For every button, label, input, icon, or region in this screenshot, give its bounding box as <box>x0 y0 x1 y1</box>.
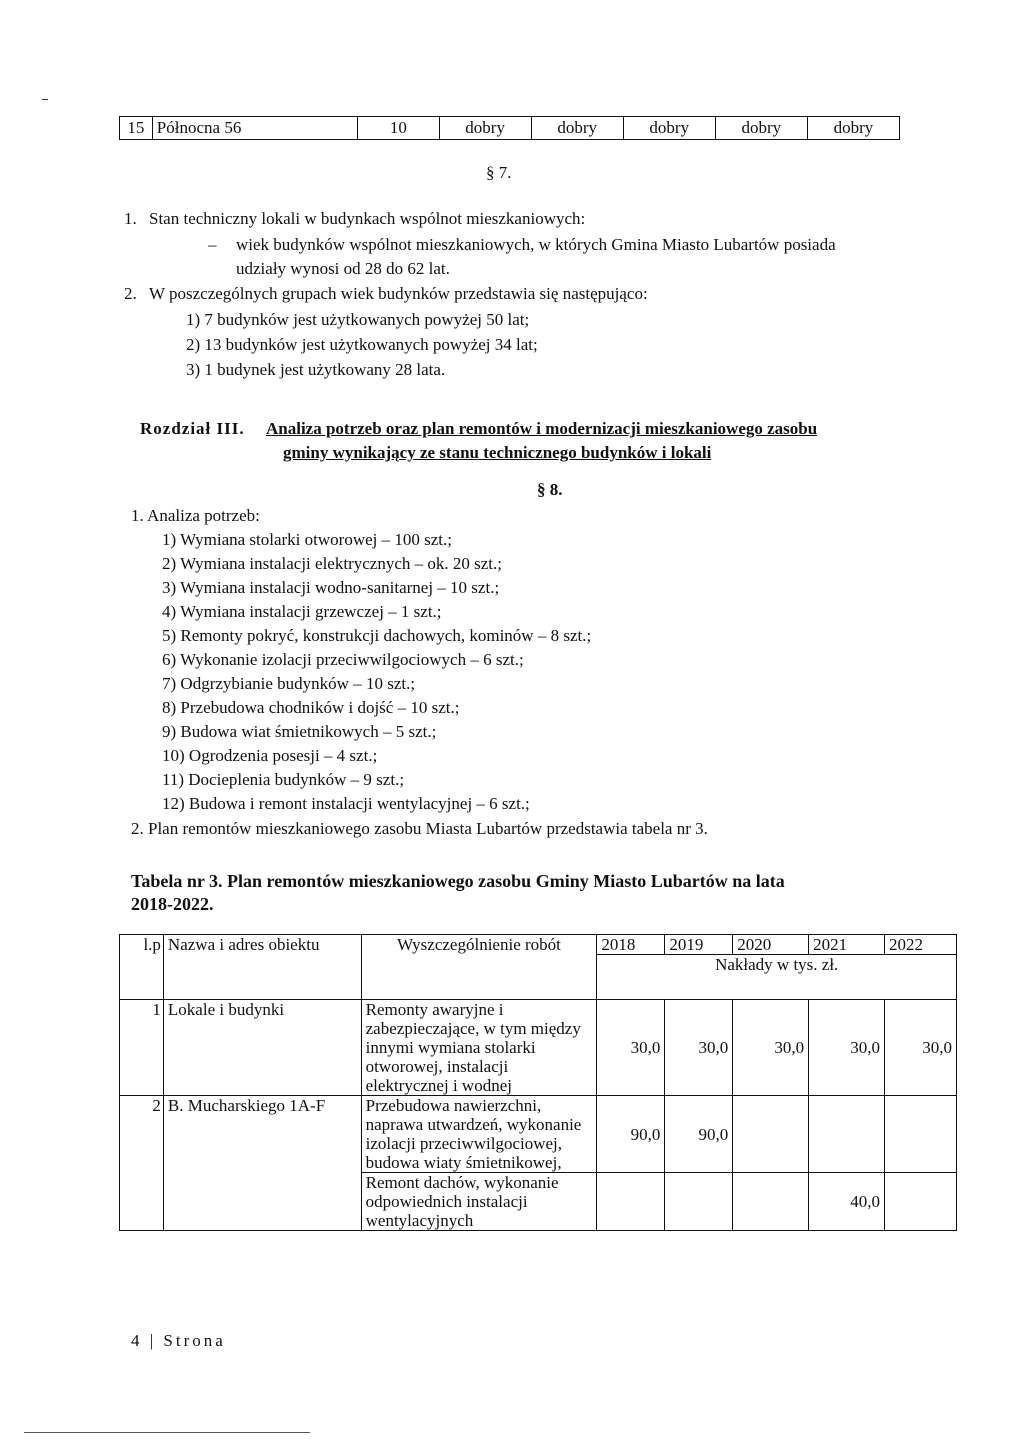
chapter-label: Rozdział III. <box>140 419 245 438</box>
table-row <box>120 1000 957 1096</box>
need-item-6: 6) Wykonanie izolacji przeciwwilgociowych – 6 szt.; <box>162 650 524 669</box>
table-header-row <box>120 935 957 955</box>
need-item-10: 10) Ogrodzenia posesji – 4 szt.; <box>162 746 378 765</box>
row-value-2021 <box>809 1096 885 1173</box>
need-item-1: 1) Wymiana stolarki otworowej – 100 szt.; <box>162 530 452 549</box>
row-value-2022 <box>885 1173 957 1231</box>
buildings-condition-table-tail <box>119 116 900 140</box>
row-works: Przebudowa nawierzchni, naprawa utwardzeń, wykonanie izolacji przeciwwilgociowej, budowa wiaty śmietnikowej, <box>361 1096 597 1173</box>
row-lp: 1 <box>120 1000 164 1096</box>
header-works: Wyszczególnienie robót <box>361 935 597 1000</box>
need-item-5: 5) Remonty pokryć, konstrukcji dachowych, kominów – 8 szt.; <box>162 626 592 645</box>
row-value-2022 <box>885 1096 957 1173</box>
header-year-2021: 2021 <box>809 935 885 955</box>
page-mark <box>42 99 48 100</box>
header-year-2022: 2022 <box>885 935 957 955</box>
section-7-heading: § 7. <box>486 163 512 182</box>
table-3-caption-line-2: 2018-2022. <box>131 894 214 914</box>
row-value-2021: 40,0 <box>809 1173 885 1231</box>
header-year-2019: 2019 <box>665 935 733 955</box>
row-works: Remont dachów, wykonanie odpowiednich instalacji wentylacyjnych <box>361 1173 597 1231</box>
section-7-sub-item-1: 1) 7 budynków jest użytkowanych powyżej 50 lat; <box>186 310 530 329</box>
row-works: Remonty awaryjne i zabezpieczające, w tym między innymi wymiana stolarki otworowej, instalacji elektrycznej i wodnej <box>361 1000 597 1096</box>
row-name: B. Mucharskiego 1A-F <box>163 1096 361 1231</box>
header-year-2020: 2020 <box>733 935 809 955</box>
table-cell-condition: dobry <box>531 117 623 140</box>
row-name: Lokale i budynki <box>163 1000 361 1096</box>
footer-label: Strona <box>163 1331 226 1350</box>
section-7-bullet-line-1: wiek budynków wspólnot mieszkaniowych, w których Gmina Miasto Lubartów posiada <box>236 235 836 254</box>
row-value-2019: 30,0 <box>665 1000 733 1096</box>
section-7-item-2-number: 2. <box>124 284 137 303</box>
section-7-item-2: W poszczególnych grupach wiek budynków przedstawia się następująco: <box>149 284 648 303</box>
chapter-title-line-2: gminy wynikający ze stanu technicznego budynków i lokali <box>283 443 712 462</box>
row-value-2020: 30,0 <box>733 1000 809 1096</box>
table-cell-count: 10 <box>358 117 439 140</box>
header-lp: l.p <box>120 935 164 1000</box>
need-item-11: 11) Docieplenia budynków – 9 szt.; <box>162 770 405 789</box>
row-value-2022: 30,0 <box>885 1000 957 1096</box>
table-cell-address: Północna 56 <box>152 117 357 140</box>
section-7-item-1: Stan techniczny lokali w budynkach wspólnot mieszkaniowych: <box>149 209 586 228</box>
chapter-title-line-1: Analiza potrzeb oraz plan remontów i modernizacji mieszkaniowego zasobu <box>266 419 818 438</box>
row-value-2018: 30,0 <box>597 1000 665 1096</box>
section-8-item-1: 1. Analiza potrzeb: <box>131 506 260 525</box>
need-item-12: 12) Budowa i remont instalacji wentylacyjnej – 6 szt.; <box>162 794 530 813</box>
table-cell-condition: dobry <box>623 117 715 140</box>
section-8-heading: § 8. <box>537 480 563 499</box>
row-value-2020 <box>733 1096 809 1173</box>
footer-rule <box>24 1432 310 1433</box>
header-year-2018: 2018 <box>597 935 665 955</box>
need-item-2: 2) Wymiana instalacji elektrycznych – ok. 20 szt.; <box>162 554 502 573</box>
row-value-2020 <box>733 1173 809 1231</box>
table-cell-lp: 15 <box>120 117 153 140</box>
section-7-bullet-line-2: udziały wynosi od 28 do 62 lat. <box>236 259 450 278</box>
need-item-8: 8) Przebudowa chodników i dojść – 10 szt.; <box>162 698 460 717</box>
section-8-item-2: 2. Plan remontów mieszkaniowego zasobu Miasta Lubartów przedstawia tabela nr 3. <box>131 819 708 838</box>
table-row <box>120 117 900 140</box>
need-item-4: 4) Wymiana instalacji grzewczej – 1 szt.; <box>162 602 442 621</box>
page-number: 4 <box>131 1331 143 1350</box>
row-value-2021: 30,0 <box>809 1000 885 1096</box>
table-3-caption-line-1: Tabela nr 3. Plan remontów mieszkaniowego zasobu Gminy Miasto Lubartów na lata <box>131 871 785 891</box>
table-cell-condition: dobry <box>439 117 531 140</box>
section-7-sub-item-3: 3) 1 budynek jest użytkowany 28 lata. <box>186 360 446 379</box>
row-value-2018: 90,0 <box>597 1096 665 1173</box>
row-lp: 2 <box>120 1096 164 1231</box>
need-item-7: 7) Odgrzybianie budynków – 10 szt.; <box>162 674 416 693</box>
bullet-dash: – <box>208 235 217 254</box>
row-value-2019 <box>665 1173 733 1231</box>
footer-separator: | <box>149 1331 157 1350</box>
page-footer <box>131 1330 226 1352</box>
header-name: Nazwa i adres obiektu <box>163 935 361 1000</box>
need-item-9: 9) Budowa wiat śmietnikowych – 5 szt.; <box>162 722 437 741</box>
table-cell-condition: dobry <box>715 117 807 140</box>
row-value-2018 <box>597 1173 665 1231</box>
need-item-3: 3) Wymiana instalacji wodno-sanitarnej – 10 szt.; <box>162 578 500 597</box>
section-7-sub-item-2: 2) 13 budynków jest użytkowanych powyżej 34 lat; <box>186 335 538 354</box>
renovation-plan-table <box>119 934 957 1231</box>
table-row <box>120 1096 957 1173</box>
header-costs: Nakłady w tys. zł. <box>597 955 957 1000</box>
table-cell-condition: dobry <box>807 117 899 140</box>
row-value-2019: 90,0 <box>665 1096 733 1173</box>
section-7-item-1-number: 1. <box>124 209 137 228</box>
